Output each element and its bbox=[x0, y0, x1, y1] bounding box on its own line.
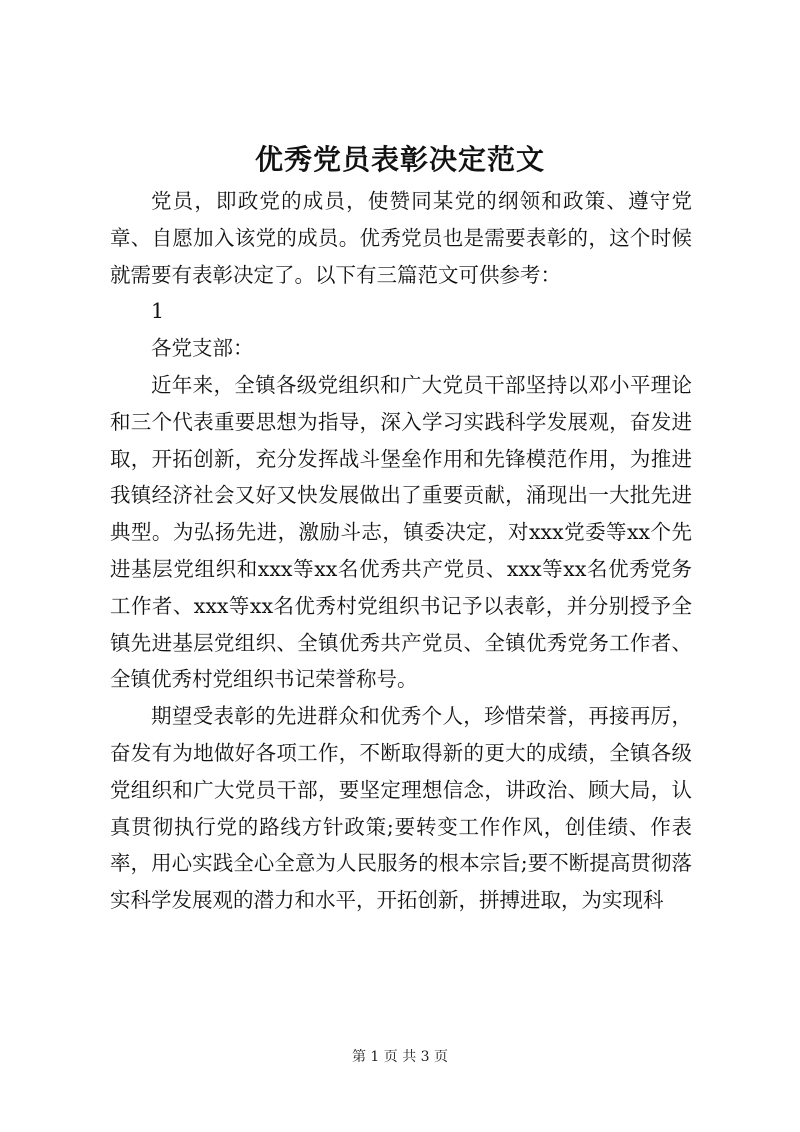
salutation: 各党支部： bbox=[151, 336, 254, 361]
document-body bbox=[110, 183, 692, 919]
body-paragraph: 近年来，全镇各级党组织和广大党员干部坚持以邓小平理论和三个代表重要思想为指导，深入学习实践科学发展观，奋发进取，开拓创新，充分发挥战斗堡垒作用和先锋模范作用，为推进我镇经济社会又好又快发展做出了重要贡献，涌现出一大批先进典型。为弘扬先进，激励斗志，镇委决定，对xxx党委等xx个先进基层党组织和xxx等xx名优秀共产党员、xxx等xx名优秀党务工作者、xxx等xx名优秀村党组织书记予以表彰，并分别授予全镇先进基层党组织、全镇优秀共产党员、全镇优秀党务工作者、全镇优秀村党组织书记荣誉称号。 bbox=[110, 372, 692, 692]
intro-paragraph: 党员，即政党的成员，使赞同某党的纲领和政策、遵守党章、自愿加入该党的成员。优秀党员也是需要表彰的，这个时候就需要有表彰决定了。以下有三篇范文可供参考： bbox=[110, 189, 692, 287]
body-paragraph: 期望受表彰的先进群众和优秀个人，珍惜荣誉，再接再厉，奋发有为地做好各项工作，不断取得新的更大的成绩，全镇各级党组织和广大党员干部，要坚定理想信念，讲政治、顾大局，认真贯彻执行党的路线方针政策;要转变工作作风，创佳绩、作表率，用心实践全心全意为人民服务的根本宗旨;要不断提高贯彻落实科学发展观的潜力和水平，开拓创新，拼搏进取，为实现科 bbox=[110, 704, 692, 913]
section-number: 1 bbox=[151, 299, 165, 324]
document-title: 优秀党员表彰决定范文 bbox=[254, 143, 545, 176]
page-footer: 第 1 页 共 3 页 bbox=[351, 1049, 449, 1065]
